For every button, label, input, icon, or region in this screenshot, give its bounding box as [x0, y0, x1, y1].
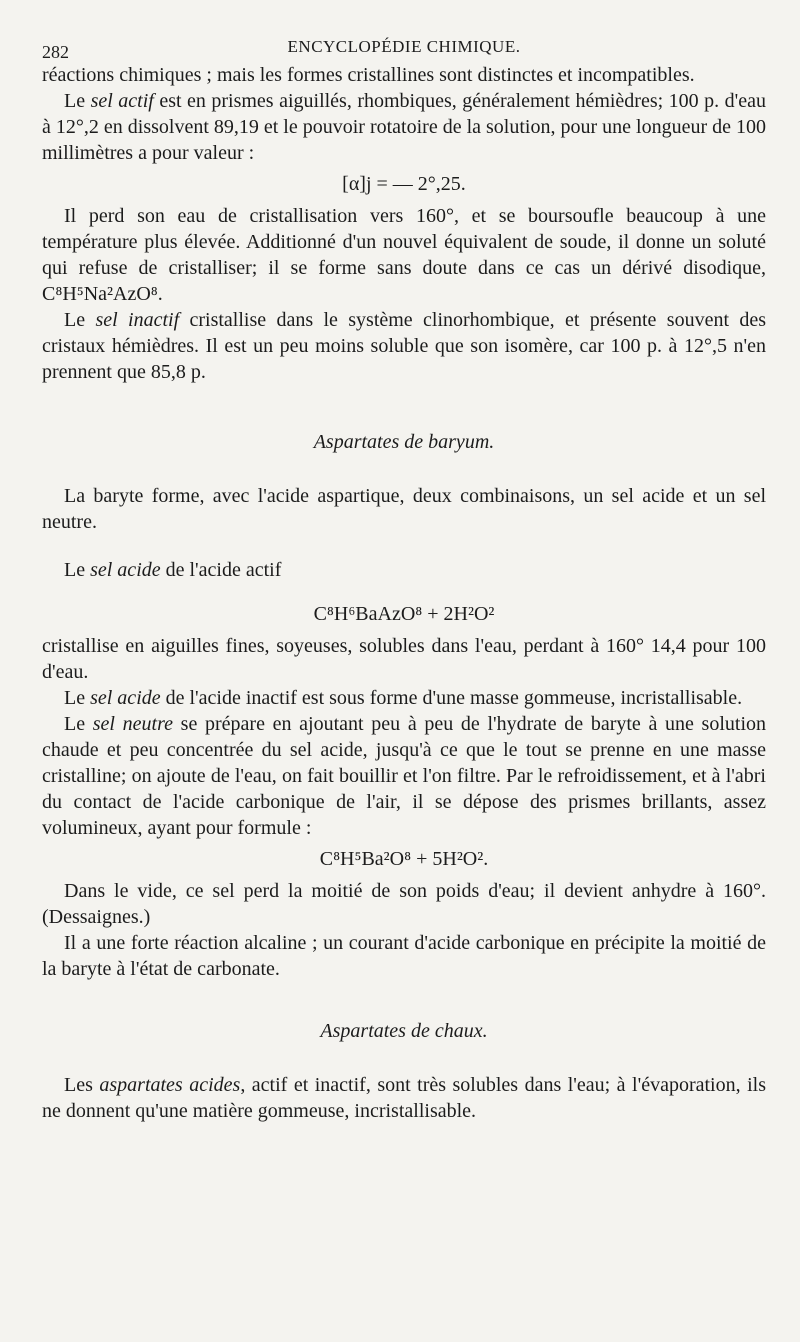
paragraph-aspartates-acides — [42, 1072, 766, 1124]
emphasis: sel inactif — [95, 309, 180, 331]
text: Le — [64, 309, 96, 331]
running-title: ENCYCLOPÉDIE CHIMIQUE. — [287, 37, 521, 56]
paragraph-alkaline: Il a une forte réaction alcaline ; un courant d'acide carbonique en précipite la moitié de la baryte à l'état de carbonate. — [42, 932, 766, 980]
paragraph-dehydration — [42, 203, 766, 307]
text: cristallise dans le système clinorhombique, et présente souvent des cristaux hémièdres. Il est un peu moins soluble que son isomère, car 100 p. à 12°,5 n'en prennent que 85,8 p. — [42, 309, 767, 383]
text: Il perd son eau de cristallisation vers 160°, et se boursoufle beaucoup à une température plus élevée. Additionné d'un nouvel équivalent de soude, il donne un soluté qui refuse de cristalliser; il se forme sans doute dans ce cas un dérivé disodique, — [42, 205, 766, 279]
paragraph-sel-acide-inactif — [42, 685, 766, 711]
paragraph-baryte-combinations: La baryte forme, avec l'acide aspartique, deux combinaisons, un sel acide et un sel neutre. — [42, 485, 766, 533]
text: de l'acide actif — [160, 559, 282, 581]
paragraph-vacuum: Dans le vide, ce sel perd la moitié de son poids d'eau; il devient anhydre à 160°. (Dessaignes.) — [42, 880, 766, 928]
text: Le — [64, 559, 91, 581]
text: Le — [64, 713, 93, 735]
formula-rotatory-power: [α]j = — 2°,25. — [342, 173, 466, 195]
text: est en prismes aiguillés, rhombiques, généralement hémièdres; 100 p. d'eau à 12°,2 en dissolvent 89,19 et le pouvoir rotatoire de la solution, pour une longueur de 100 millimètres a pour valeur : — [42, 90, 766, 164]
page-number: 282 — [42, 42, 69, 62]
page-header — [42, 30, 766, 60]
section-heading-calcium: Aspartates de chaux. — [320, 1020, 488, 1042]
paragraph-sel-inactif — [42, 307, 766, 385]
paragraph-sel-actif — [42, 88, 766, 166]
section-heading-barium: Aspartates de baryum. — [313, 431, 495, 453]
text: de l'acide inactif est sous forme d'une masse gommeuse, incristallisable. — [160, 687, 743, 709]
text-body — [42, 62, 766, 1124]
emphasis: sel acide — [90, 559, 161, 581]
paragraph-crystallization: cristallise en aiguilles fines, soyeuses, solubles dans l'eau, perdant à 160° 14,4 pour 100 d'eau. — [42, 635, 766, 683]
text: Le — [64, 90, 91, 112]
chemical-formula: C⁸H⁵Na²AzO⁸. — [42, 283, 163, 305]
paragraph-sel-neutre — [42, 711, 766, 841]
text: Le — [64, 687, 91, 709]
paragraph-sel-acide-actif — [42, 557, 766, 583]
text: Les — [64, 1074, 100, 1096]
emphasis: sel acide — [90, 687, 161, 709]
text: , actif et inactif, sont très solubles dans l'eau; à l'évaporation, ils ne donnent qu'une matière gommeuse, incristallisable. — [42, 1074, 766, 1122]
emphasis: sel actif — [90, 90, 154, 112]
paragraph-continuation: réactions chimiques ; mais les formes cristallines sont distinctes et incompatibles. — [42, 64, 695, 86]
formula-acid-salt: C⁸H⁶BaAzO⁸ + 2H²O² — [313, 603, 495, 625]
text: se prépare en ajoutant peu à peu de l'hydrate de baryte à une solution chaude et peu concentrée du sel acide, jusqu'à ce que le tout se prenne en une masse cristalline; on ajoute de l'eau, on fait bouillir et l'on filtre. Par le refroidissement, et à l'abri du contact de l'acide carbonique de l'air, il se dépose des prismes brillants, assez volumineux, ayant pour formule : — [42, 713, 766, 839]
emphasis: sel neutre — [92, 713, 174, 735]
formula-neutral-salt: C⁸H⁵Ba²O⁸ + 5H²O². — [319, 848, 489, 870]
emphasis: aspartates acides — [99, 1074, 241, 1096]
